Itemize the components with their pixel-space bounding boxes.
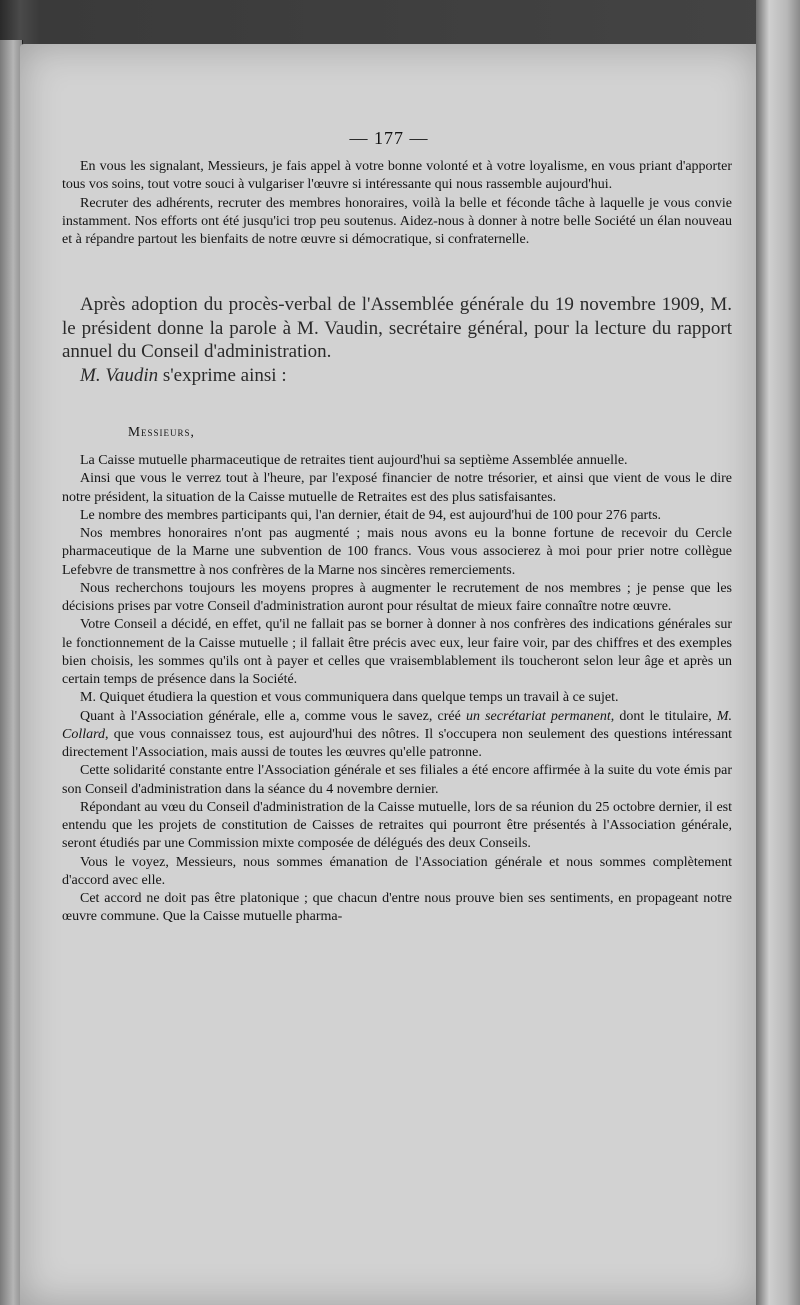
report-paragraph-1: La Caisse mutuelle pharmaceutique de retraites tient aujourd'hui sa septième Assemblée annuelle. bbox=[80, 453, 628, 468]
page-number: — 177 — bbox=[349, 128, 429, 148]
speaker-tail: s'exprime ainsi : bbox=[158, 364, 287, 386]
minutes-paragraph: Après adoption du procès-verbal de l'Assemblée générale du 19 novembre 1909, M. le président donne la parole à M. Vaudin, secrétaire général, pour la lecture du rapport annuel du Conseil d'administration. bbox=[62, 294, 732, 362]
report-paragraph-8 bbox=[62, 708, 732, 763]
document-page bbox=[20, 44, 758, 1305]
intro-paragraph-2: Recruter des adhérents, recruter des membres honoraires, voilà la belle et féconde tâche à laquelle je vous convie instamment. Nos efforts ont été jusqu'ici trop peu soutenus. Aidez-nous à donner à notre belle Société un élan nouveau et à répandre partout les bienfaits de notre œuvre si démocratique, si confraternelle. bbox=[62, 195, 732, 248]
intro-text bbox=[62, 158, 732, 249]
report-paragraph-6: Votre Conseil a décidé, en effet, qu'il ne fallait pas se borner à donner à nos confrères des indications générales sur le fonctionnement de la Caisse mutuelle ; il fallait être précis avec eux, leur faire voir, par des chiffres et des exemples bien choisis, les sommes qu'ils ont à payer et celles que vraisemblablement ils toucheront selon leur âge et après un certain temps de présence dans la Société. bbox=[62, 617, 732, 687]
report-greeting: Messieurs, bbox=[128, 424, 195, 439]
p8-secretariat: un secrétariat permanent bbox=[465, 708, 611, 724]
report-paragraph-10: Répondant au vœu du Conseil d'administration de la Caisse mutuelle, lors de sa réunion du 25 octobre dernier, il est entendu que les projets de constitution de Caisses de retraites qui pourront être présentés à l'Association générale, seront étudiés par une Commission mixte composée de délégués des deux Conseils. bbox=[62, 799, 732, 852]
report-paragraph-5: Nous recherchons toujours les moyens propres à augmenter le recrutement de nos membres ; je pense que les décisions prises par votre Conseil d'administration auront pour résultat de mieux faire connaître notre œuvre. bbox=[62, 580, 732, 614]
report-paragraph-9: Cette solidarité constante entre l'Association générale et ses filiales a été encore affirmée à la suite du vote émis par son Conseil d'administration dans la séance du 4 novembre dernier. bbox=[62, 763, 732, 797]
p8-part-c: , dont le titulaire, bbox=[610, 708, 717, 724]
p8-collard: M. Collard bbox=[62, 708, 733, 742]
report-paragraph-11: Vous le voyez, Messieurs, nous sommes émanation de l'Association générale et nous sommes complètement d'accord avec elle. bbox=[62, 854, 732, 888]
report-paragraph-4: Nos membres honoraires n'ont pas augmenté ; mais nous avons eu la bonne fortune de recevoir du Cercle pharmaceutique de la Marne une subvention de 100 francs. Vous vous associerez à moi pour prier notre collègue Lefebvre de transmettre à nos confrères de la Marne nos sincères remerciements. bbox=[62, 526, 732, 578]
intro-paragraph-1: En vous les signalant, Messieurs, je fais appel à votre bonne volonté et à votre loyalisme, en vous priant d'apporter tous vos soins, tout votre souci à vulgariser l'œuvre si intéressante qui nous rassemble aujourd'hui. bbox=[62, 159, 732, 193]
report-paragraph-3: Le nombre des membres participants qui, l'an dernier, était de 94, est aujourd'hui de 100 pour 276 parts. bbox=[80, 507, 662, 523]
minutes-text bbox=[62, 293, 732, 387]
p8-part-e: , que vous connaissez tous, est aujourd'hui des nôtres. Il s'occupera non seulement des questions intéressant directement l'Association, mais aussi de toutes les œuvres qu'elle patronne. bbox=[62, 726, 732, 760]
report-paragraph-12: Cet accord ne doit pas être platonique ; que chacun d'entre nous prouve bien ses sentiments, en propageant notre œuvre commune. Que la Caisse mutuelle pharma- bbox=[62, 891, 732, 925]
report-text bbox=[62, 452, 732, 927]
speaker-name: M. Vaudin bbox=[80, 364, 159, 386]
report-paragraph-2: Ainsi que vous le verrez tout à l'heure, par l'exposé financier de notre trésorier, et ainsi que vient de vous le dire notre président, la situation de la Caisse mutuelle de Retraites est des plus satisfaisantes. bbox=[62, 471, 732, 505]
speaker-line bbox=[62, 364, 732, 388]
p8-part-a: Quant à l'Association générale, elle a, comme vous le savez, créé bbox=[80, 708, 466, 724]
report-paragraph-7: M. Quiquet étudiera la question et vous communiquera dans quelque temps un travail à ce sujet. bbox=[80, 690, 619, 706]
scan-right-margin bbox=[756, 0, 800, 1305]
